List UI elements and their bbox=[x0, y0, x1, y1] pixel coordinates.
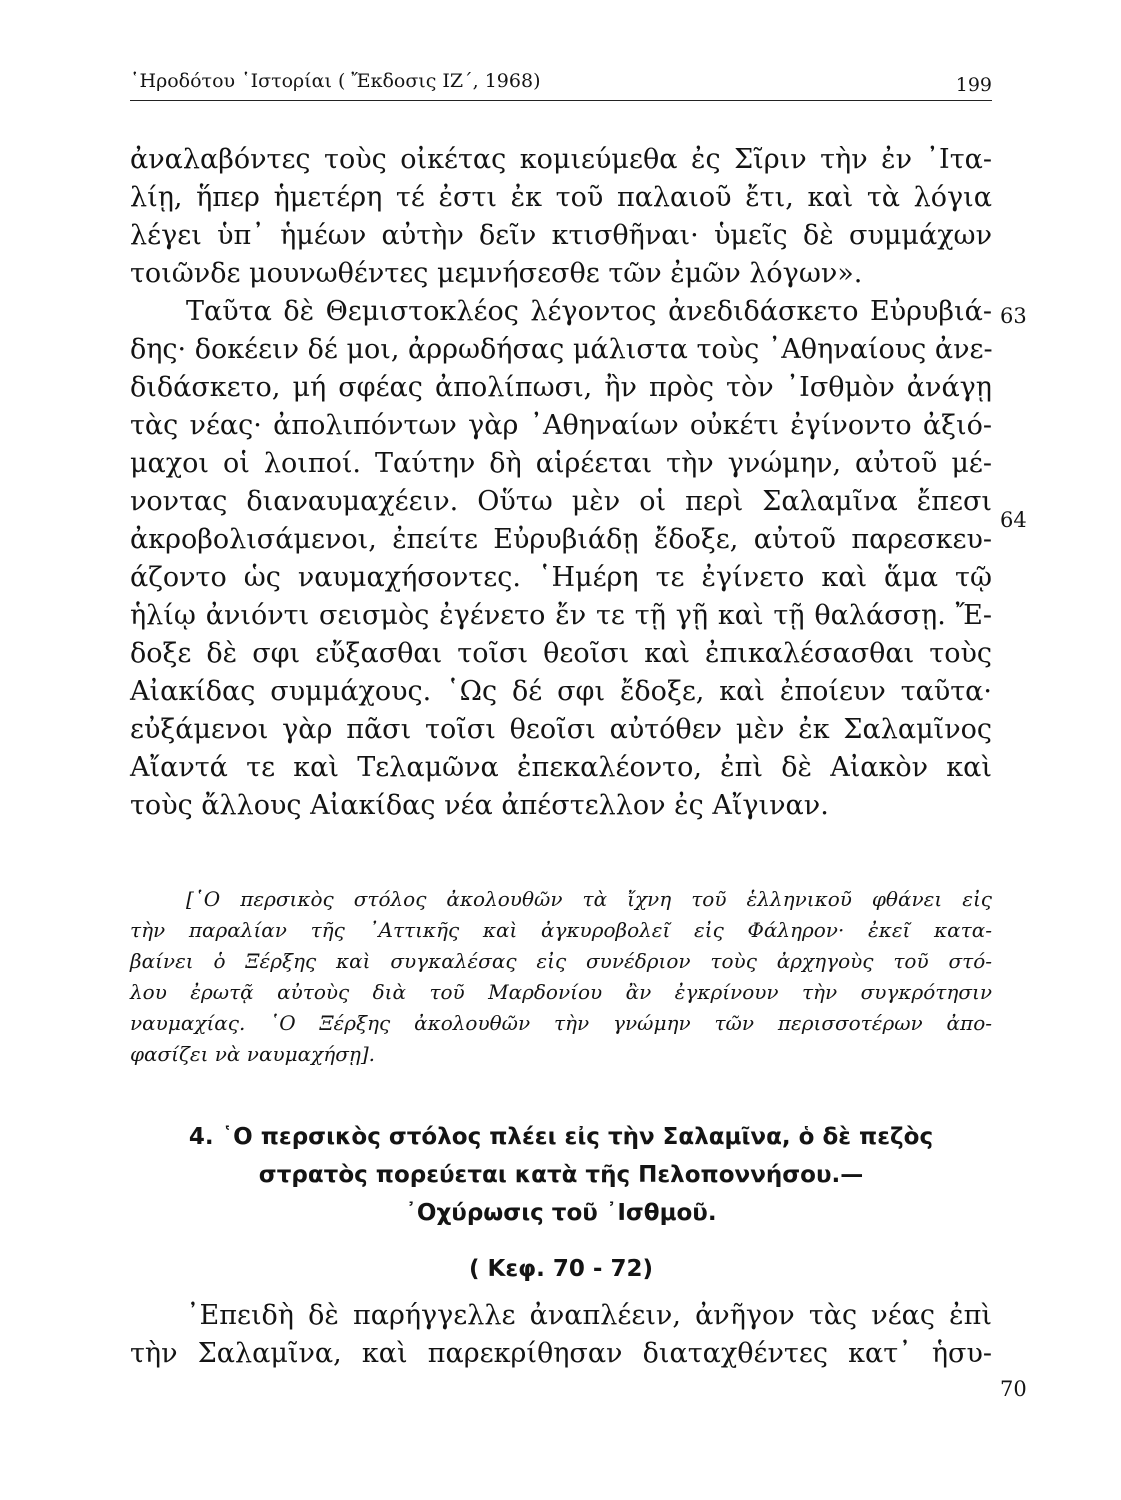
page-header bbox=[130, 66, 992, 101]
page-number: 199 bbox=[955, 74, 992, 96]
summary-line: [῾Ο περσικὸς στόλος ἀκολουθῶν τὰ ἴχνη τοῦ ἑλληνικοῦ φθάνει εἰς bbox=[186, 887, 992, 911]
text-line: νοντας διαναυμαχέειν. Οὕτω μὲν οἱ περὶ Σαλαμῖνα ἔπεσι bbox=[130, 486, 992, 517]
text-line: Ταῦτα δὲ Θεμιστοκλέος λέγοντος ἀνεδιδάσκετο Εὐρυβιά- bbox=[186, 296, 992, 327]
chapter-range: ( Κεφ. 70 - 72) bbox=[469, 1256, 653, 1282]
text-line: δοξε δὲ σφι εὔξασθαι τοῖσι θεοῖσι καὶ ἐπικαλέσασθαι τοὺς bbox=[130, 638, 992, 669]
section-heading-line: 4. ῾Ο περσικὸς στόλος πλέει εἰς τὴν Σαλαμῖνα, ὁ δὲ πεζὸς bbox=[188, 1124, 934, 1150]
margin-chapter-number: 63 bbox=[1000, 304, 1027, 328]
section-heading-line: ᾽Οχύρωσις τοῦ ᾽Ισθμοῦ. bbox=[405, 1200, 717, 1226]
summary-line: βαίνει ὁ Ξέρξης καὶ συγκαλέσας εἰς συνέδριον τοὺς ἀρχηγοὺς τοῦ στό- bbox=[130, 949, 992, 973]
margin-chapter-number: 70 bbox=[1000, 1377, 1027, 1401]
text-line: Αἴαντά τε καὶ Τελαμῶνα ἐπεκαλέοντο, ἐπὶ δὲ Αἰακὸν καὶ bbox=[130, 752, 992, 783]
text-line: μαχοι οἱ λοιποί. Ταύτην δὴ αἱρέεται τὴν γνώμην, αὐτοῦ μέ- bbox=[130, 448, 992, 479]
text-line: ἀκροβολισάμενοι, ἐπείτε Εὐρυβιάδῃ ἔδοξε, αὐτοῦ παρεσκευ- bbox=[130, 524, 992, 555]
summary-line: λου ἐρωτᾷ αὐτοὺς διὰ τοῦ Μαρδονίου ἂν ἐγκρίνουν τὴν συγκρότησιν bbox=[130, 980, 992, 1004]
section-heading-line: στρατὸς πορεύεται κατὰ τῆς Πελοποννήσου.— bbox=[258, 1162, 864, 1188]
summary-line: τὴν παραλίαν τῆς ᾽Αττικῆς καὶ ἀγκυροβολεῖ εἰς Φάληρον· ἐκεῖ κατα- bbox=[130, 918, 992, 942]
summary-line: ναυμαχίας. ῾Ο Ξέρξης ἀκολουθῶν τὴν γνώμην τῶν περισσοτέρων ἀπο- bbox=[130, 1011, 992, 1035]
text-line: ἡλίῳ ἀνιόντι σεισμὸς ἐγένετο ἔν τε τῇ γῇ καὶ τῇ θαλάσσῃ. Ἔ- bbox=[130, 600, 992, 631]
text-line: τὰς νέας· ἀπολιπόντων γὰρ ᾽Αθηναίων οὐκέτι ἐγίνοντο ἀξιό- bbox=[130, 410, 992, 441]
text-line: λέγει ὑπ᾽ ἡμέων αὐτὴν δεῖν κτισθῆναι· ὑμεῖς δὲ συμμάχων bbox=[130, 220, 992, 251]
text-line: λίῃ, ἥπερ ἡμετέρη τέ ἐστι ἐκ τοῦ παλαιοῦ ἔτι, καὶ τὰ λόγια bbox=[130, 182, 992, 213]
text-line: τοὺς ἄλλους Αἰακίδας νέα ἀπέστελλον ἐς Αἴγιναν. bbox=[130, 790, 829, 821]
text-line: τὴν Σαλαμῖνα, καὶ παρεκρίθησαν διαταχθέντες κατ᾽ ἡσυ- bbox=[130, 1338, 992, 1369]
running-title: ῾Ηροδότου ῾Ιστορίαι ( Ἔκδοσις ΙΖ΄, 1968) bbox=[130, 70, 541, 92]
text-line: εὐξάμενοι γὰρ πᾶσι τοῖσι θεοῖσι αὐτόθεν μὲν ἐκ Σαλαμῖνος bbox=[130, 714, 992, 745]
summary-line: φασίζει νὰ ναυμαχήσῃ]. bbox=[130, 1042, 376, 1066]
text-line: ᾽Επειδὴ δὲ παρήγγελλε ἀναπλέειν, ἀνῆγον τὰς νέας ἐπὶ bbox=[186, 1300, 992, 1331]
text-line: τοιῶνδε μουνωθέντες μεμνήσεσθε τῶν ἐμῶν λόγων». bbox=[130, 258, 863, 289]
text-line: δης· δοκέειν δέ μοι, ἀρρωδήσας μάλιστα τοὺς ᾽Αθηναίους ἀνε- bbox=[130, 334, 993, 365]
margin-chapter-number: 64 bbox=[1000, 508, 1027, 532]
text-line: άζοντο ὡς ναυμαχήσοντες. ῾Ημέρη τε ἐγίνετο καὶ ἅμα τῷ bbox=[130, 562, 992, 593]
text-line: Αἰακίδας συμμάχους. ῾Ως δέ σφι ἔδοξε, καὶ ἐποίευν ταῦτα· bbox=[130, 676, 992, 707]
text-line: ἀναλαβόντες τοὺς οἰκέτας κομιεύμεθα ἐς Σῖριν τὴν ἐν ᾽Ιτα- bbox=[130, 144, 992, 175]
text-line: διδάσκετο, μή σφέας ἀπολίπωσι, ἢν πρὸς τὸν ᾽Ισθμὸν ἀνάγῃ bbox=[130, 372, 992, 403]
